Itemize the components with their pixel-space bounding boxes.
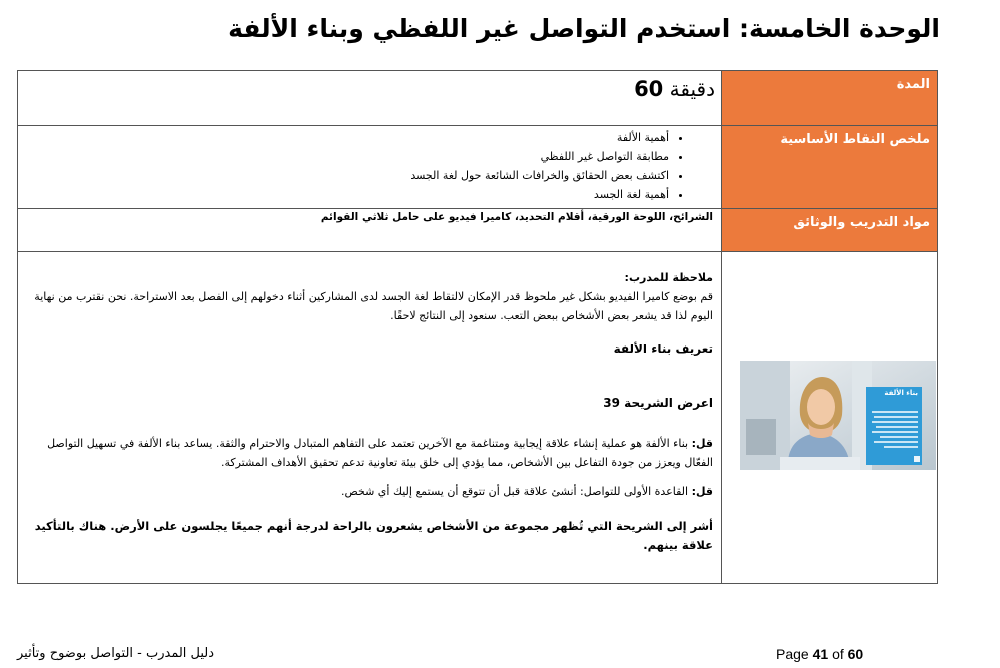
say-label: قل: [691, 485, 713, 498]
session-table [17, 70, 938, 584]
key-points-row [18, 126, 938, 209]
page-of: of [832, 646, 844, 662]
key-point-item: • أهمية لغة الجسد [18, 185, 669, 204]
slide-cue: اعرض الشريحة 39 [603, 396, 713, 410]
point-instruction: أشر إلى الشريحة التي تُظهر مجموعة من الأشخاص يشعرون بالراحة لدرجة أنهم جميعًا يجلسون على الأرض. هناك بالتأكيد علاقة بينهم. [34, 519, 713, 552]
key-point-item: • أهمية الألفة [18, 128, 669, 147]
slide-title: بناء الألفة [884, 389, 918, 397]
duration-label: المدة [722, 71, 938, 126]
slide-image [740, 361, 936, 470]
materials-row [18, 209, 938, 252]
duration-number: 60 [634, 77, 664, 101]
key-point-item: • اكتشف بعض الحقائق والخرافات الشائعة حول لغة الجسد [18, 166, 669, 185]
say-label: قل: [691, 437, 713, 450]
page-number [776, 646, 863, 662]
materials-text: الشرائح، اللوحة الورقية، أقلام التحديد، كاميرا فيديو على حامل ثلاثي القوائم [320, 211, 713, 223]
note-title: ملاحظة للمدرب: [624, 271, 713, 284]
key-points-list [18, 128, 721, 204]
duration-value [18, 71, 721, 101]
page-current: 41 [812, 646, 829, 662]
say-paragraph-1 [24, 434, 713, 472]
duration-unit: دقيقة [669, 77, 715, 101]
materials-cell [18, 209, 722, 252]
duration-cell [18, 71, 722, 126]
say-paragraph-2 [24, 482, 713, 501]
note-text: قم بوضع كاميرا الفيديو بشكل غير ملحوظ قدر الإمكان لالتقاط لغة الجسد لدى المشاركين أثناء دخولهم إلى الفصل بعد الاستراحة. نحن نقترب من نهاية اليوم لذا قد يشعر بعض الأشخاص ببعض التعب. سنعود إلى النتائج لاحقًا. [34, 290, 713, 322]
page-total: 60 [847, 646, 864, 662]
slide-thumbnail [740, 361, 936, 470]
person-face [807, 389, 835, 425]
materials-label: مواد التدريب والوثائق [722, 209, 938, 252]
say-text: القاعدة الأولى للتواصل: أنشئ علاقة قبل أن تتوقع أن يستمع إليك أي شخص. [341, 485, 689, 498]
section-heading: تعريف بناء الألفة [613, 342, 713, 356]
duration-row [18, 71, 938, 126]
say-text: بناء الألفة هو عملية إنشاء علاقة إيجابية ومتناغمة مع الآخرين تعتمد على التفاهم المتبادل والاحترام والثقة. يساعد بناء الألفة في تسهيل التواصل الفعّال ويعزز من جودة التفاعل بين الأشخاص، مما يؤدي إلى خلق بيئة تعاونية تدعم تحقيق الأهداف المشتركة. [47, 437, 713, 469]
page-word: Page [776, 646, 809, 662]
page-title: الوحدة الخامسة: استخدم التواصل غير اللفظي وبناء الألفة [228, 14, 940, 43]
content-body [18, 252, 721, 555]
footer-left: دليل المدرب - التواصل بوضوح وتأثير [17, 646, 215, 661]
content-cell [18, 252, 722, 584]
key-points-cell [18, 126, 722, 209]
key-point-item: • مطابقة التواصل غير اللفظي [18, 147, 669, 166]
key-points-label: ملخص النقاط الأساسية [722, 126, 938, 209]
